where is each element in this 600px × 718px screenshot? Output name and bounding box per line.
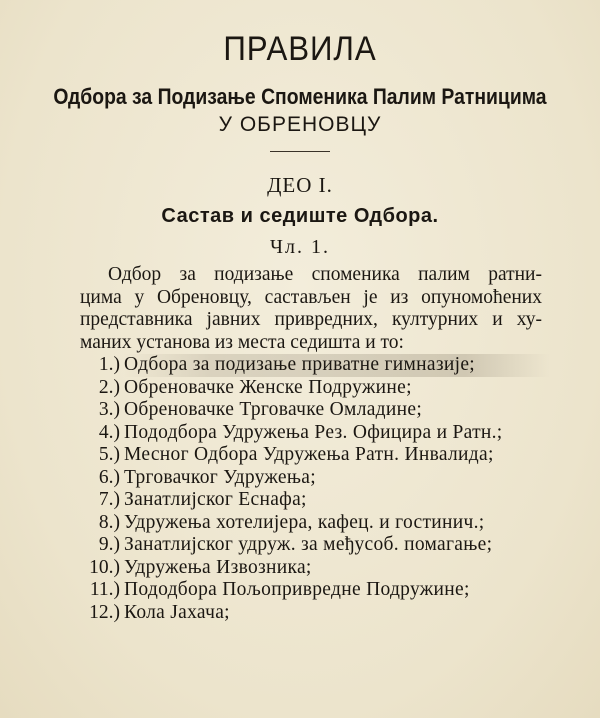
list-item-text: Удружења хотелијера, кафец. и гостинич.;	[124, 511, 485, 533]
list-item-text: Пододбора Пољопривредне Подружине;	[124, 579, 470, 600]
paragraph-line: Одбор за подизање споменика палим ратни-	[108, 264, 542, 285]
list-item-number: 1.)	[98, 354, 120, 375]
list-item	[80, 422, 550, 445]
list-item	[80, 579, 550, 602]
part-title: Састав и седиште Одбора.	[161, 205, 439, 227]
list-item	[80, 377, 550, 400]
list-item-text: Одбора за подизање приватне гимназије;	[124, 354, 550, 377]
list-item	[80, 512, 550, 535]
list-item	[80, 489, 550, 512]
list-item-text: Обреновачке Трговачке Омладине;	[124, 399, 423, 420]
list-item-number: 11.)	[89, 579, 120, 600]
list-item-text: Удружења Извозника;	[124, 556, 312, 578]
list-item-text: Пододбора Удружења Рез. Официра и Ратн.;	[124, 421, 503, 443]
list-item-text: Занатлијског Еснафа;	[124, 489, 307, 510]
part-heading: ДЕО I.	[267, 173, 333, 197]
list-item	[80, 467, 550, 490]
list-item-number: 9.)	[98, 534, 120, 555]
article-number: Чл. 1.	[270, 236, 330, 258]
divider-rule	[270, 151, 330, 152]
paragraph-line: представника јавних привредних, културних и ху-	[80, 309, 542, 330]
article-paragraph	[80, 264, 542, 354]
list-item-number: 10.)	[89, 556, 120, 578]
member-list	[80, 354, 550, 624]
list-item	[80, 602, 550, 625]
document-subtitle: Одбора за Подизање Споменика Палим Ратницима	[53, 84, 547, 109]
list-item	[80, 354, 550, 377]
list-item-number: 4.)	[98, 421, 120, 443]
list-item-text: Месног Одбора Удружења Ратн. Инвалида;	[124, 444, 494, 465]
list-item-number: 5.)	[98, 444, 120, 465]
list-item-number: 6.)	[98, 466, 120, 488]
paragraph-line: маних установа из места седишта и то:	[80, 331, 404, 353]
list-item-text: Кола Јахача;	[124, 601, 230, 623]
list-item	[80, 534, 550, 557]
list-item-text: Трговачког Удружења;	[124, 466, 316, 488]
list-item	[80, 557, 550, 580]
list-item-number: 2.)	[98, 376, 120, 398]
list-item-text: Занатлијског удруж. за међусоб. помагање;	[124, 534, 493, 555]
list-item-number: 12.)	[89, 601, 120, 623]
paragraph-line: цима у Обреновцу, састављен је из опуномоћених	[80, 286, 542, 308]
list-item-number: 3.)	[98, 399, 120, 420]
list-item-number: 8.)	[98, 511, 120, 533]
list-item	[80, 444, 550, 467]
document-place: У ОБРЕНОВЦУ	[218, 113, 382, 136]
document-title: ПРАВИЛА	[223, 30, 377, 68]
list-item-text: Обреновачке Женске Подружине;	[124, 376, 412, 398]
list-item	[80, 399, 550, 422]
list-item-number: 7.)	[98, 489, 120, 510]
